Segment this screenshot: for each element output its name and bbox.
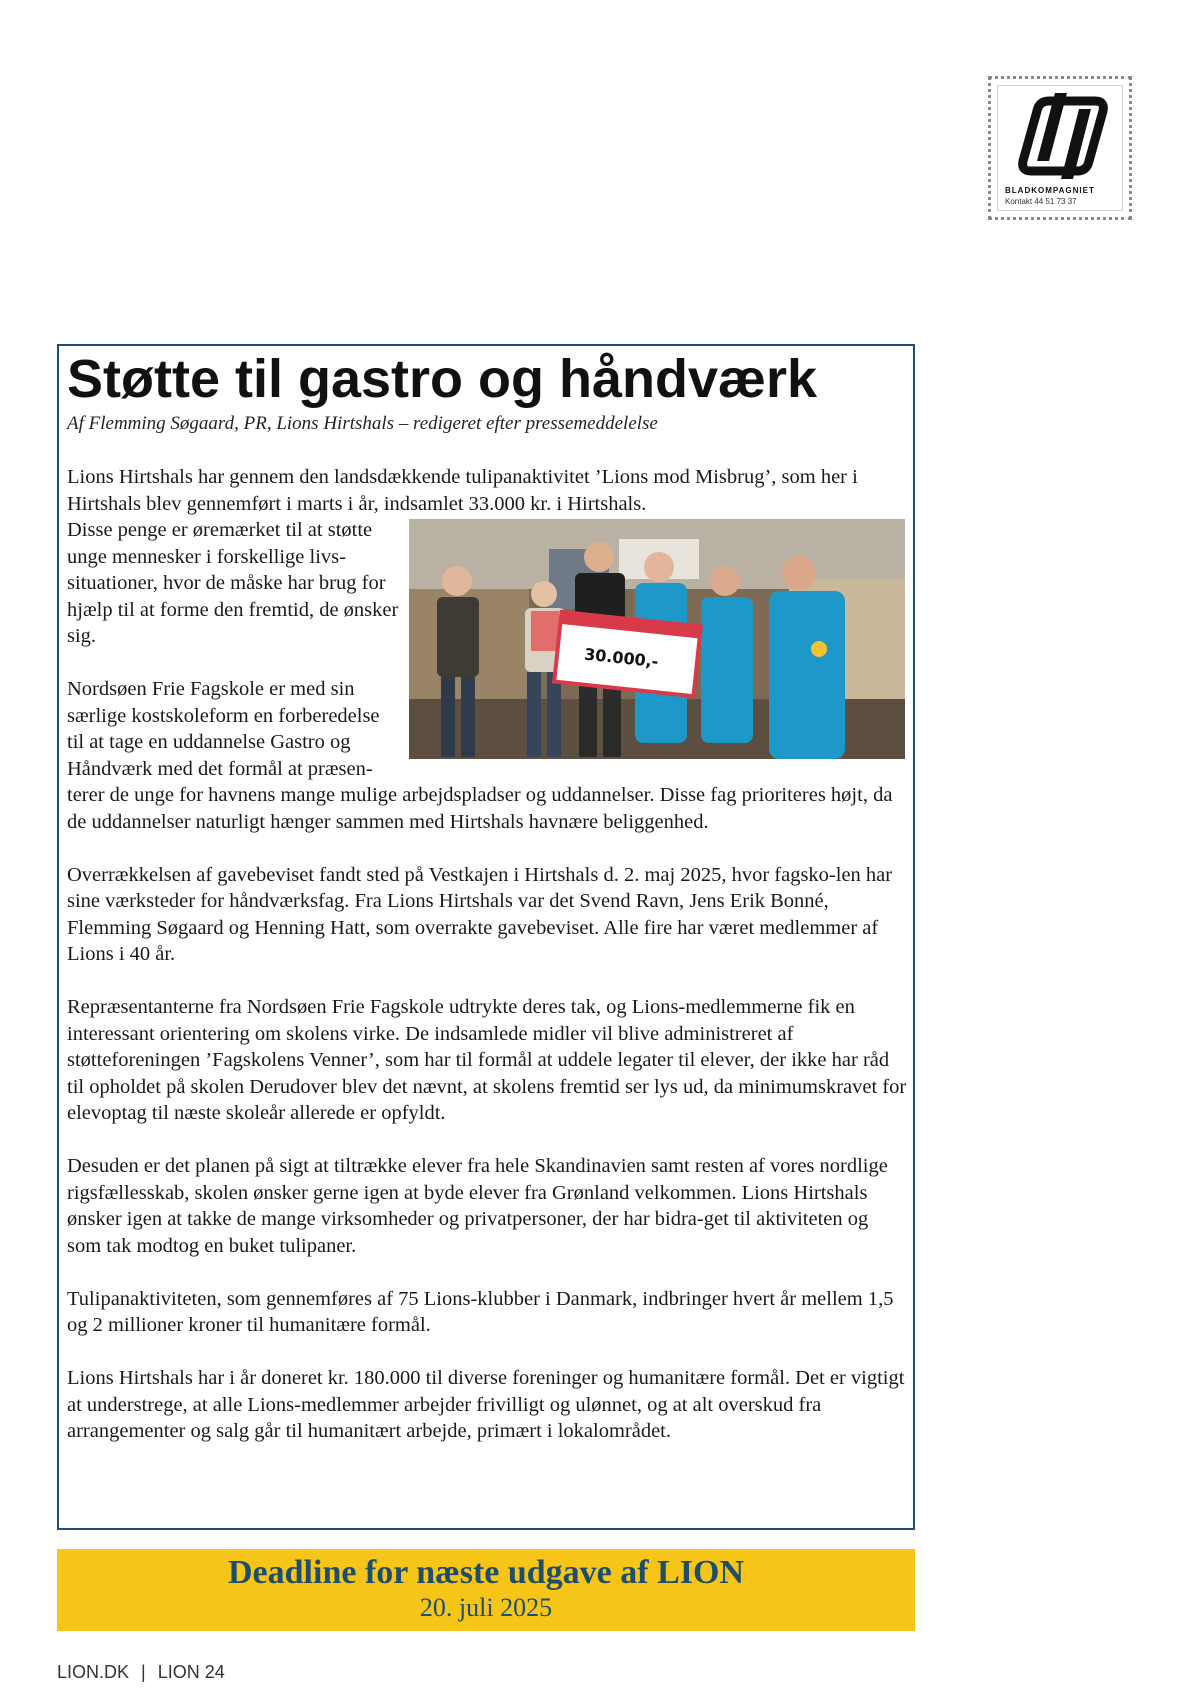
article-headline: Støtte til gastro og håndværk: [67, 349, 818, 409]
article-body: [67, 464, 907, 1471]
article-paragraph: Overrækkelsen af gavebeviset fandt sted på Vestkajen i Hirtshals d. 2. maj 2025, hvor fagsko-len har sine værksteder for håndværksfag. Fra Lions Hirtshals var det Svend Ravn, Jens Erik Bonné, Flemming Søgaard og Henning Hatt, som overrakte gavebeviset. Alle fire har været medlemmer af Lions i 40 år.: [67, 863, 893, 965]
publisher-stamp-logo: [988, 76, 1132, 220]
page-footer: [57, 1662, 225, 1683]
stamp-brand: BLADKOMPAGNIET: [1005, 186, 1095, 195]
stamp-contact: Kontakt 44 51 73 37: [1005, 197, 1077, 206]
article-paragraph: Desuden er det planen på sigt at tiltrække elever fra hele Skandinavien samt resten af vores nordlige rigsfællesskab, skolen ønsker gerne igen at byde elever fra Grønland velkommen. Lions Hirtshals ønsker igen at takke de mange virksomheder og privatpersoner, der har bidra-get til aktiviteten og som tak modtog en buket tulipaner.: [67, 1155, 888, 1257]
article-byline: Af Flemming Søgaard, PR, Lions Hirtshals – redigeret efter pressemeddelelse: [67, 413, 658, 434]
footer-site-link[interactable]: LION.DK: [57, 1662, 130, 1682]
article-box: [57, 344, 915, 1530]
group-photo-image: [409, 519, 905, 759]
article-paragraph: Lions Hirtshals har gennem den landsdækkende tulipanaktivitet ’Lions mod Misbrug’, som her i Hirtshals blev gennemført i marts i år, indsamlet 33.000 kr. i Hirtshals.: [67, 466, 858, 515]
footer-separator: |: [141, 1662, 146, 1682]
check-amount: 30.000,-: [583, 644, 660, 672]
article-photo: [409, 519, 905, 759]
footer-page-number: LION 24: [157, 1662, 225, 1682]
deadline-banner: [57, 1549, 915, 1631]
deadline-date: 20. juli 2025: [419, 1593, 553, 1622]
article-paragraph: Disse penge er øremærket til at støtte unge mennesker i forskellige livs-situationer, hvor de måske har brug for hjælp til at forme den fremtid, de ønsker sig.: [67, 519, 399, 647]
bladkompagniet-logo-icon: [1009, 91, 1113, 181]
article-paragraph: Lions Hirtshals har i år doneret kr. 180.000 til diverse foreninger og humanitære formål. Det er vigtigt at understrege, at alle Lions-medlemmer arbejder frivilligt og ulønnet, og at alt overskud fra arrangementer og salg går til humanitært arbejde, primært i lokalområdet.: [67, 1367, 905, 1442]
deadline-title: Deadline for næste udgave af LION: [228, 1554, 744, 1591]
article-paragraph: Tulipanaktiviteten, som gennemføres af 75 Lions-klubber i Danmark, indbringer hvert år mellem 1,5 og 2 millioner kroner til humanitære formål.: [67, 1287, 894, 1336]
article-paragraph: Nordsøen Frie Fagskole er med sin særlige kostskoleform en forberedelse til at tage en uddannelse Gastro og Håndværk med det formål at præsen-terer de unge for havnens mange mulige arbejdspladser og uddannelser. Disse fag prioriteres højt, da de uddannelser naturligt hænger sammen med Hirtshals havnære beliggenhed.: [67, 678, 893, 833]
article-paragraph: Repræsentanterne fra Nordsøen Frie Fagskole udtrykte deres tak, og Lions-medlemmerne fik en interessant orientering om skolens virke. De indsamlede midler vil blive administreret af støtteforeningen ’Fagskolens Venner’, som har til formål at uddele legater til elever, der ikke har råd til opholdet på skolen Derudover blev det nævnt, at skolens fremtid ser lys ud, da minimumskravet for elevoptag til næste skoleår allerede er opfyldt.: [67, 996, 907, 1124]
